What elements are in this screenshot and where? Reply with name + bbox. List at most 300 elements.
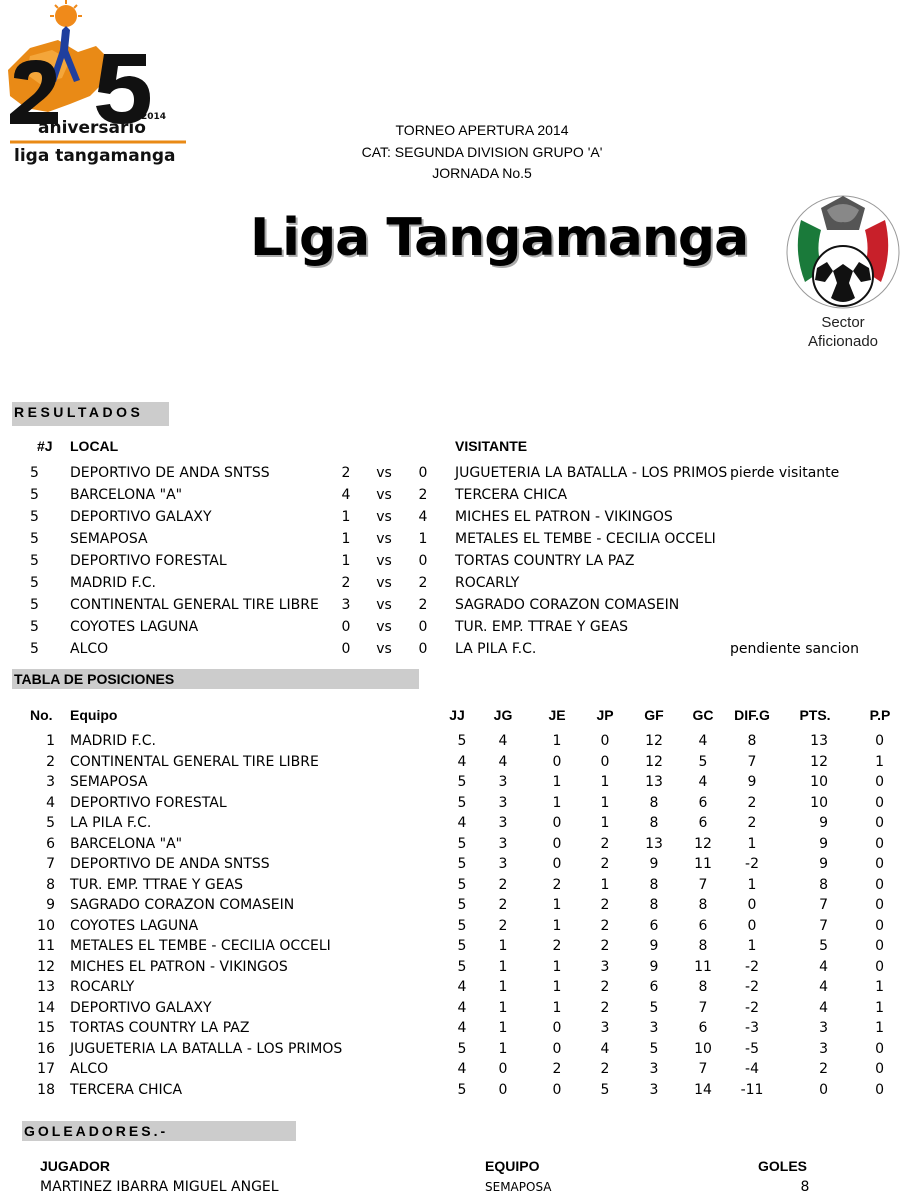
result-visitor-team: TORTAS COUNTRY LA PAZ bbox=[455, 553, 635, 569]
standings-row bbox=[0, 1020, 904, 1040]
standing-gf: 6 bbox=[649, 917, 659, 934]
standings-row bbox=[0, 774, 904, 794]
result-jornada: 5 bbox=[30, 487, 39, 503]
league-title: Liga Tangamanga bbox=[250, 208, 749, 268]
col-pts: PTS. bbox=[799, 707, 831, 723]
standing-jj: 5 bbox=[457, 938, 467, 954]
result-vs: vs bbox=[376, 597, 392, 613]
standing-no: 4 bbox=[46, 794, 55, 811]
standing-gf: 9 bbox=[649, 958, 659, 975]
standing-gc: 7 bbox=[698, 999, 708, 1016]
standing-pp: 0 bbox=[875, 774, 884, 790]
standings-row bbox=[0, 754, 904, 774]
standing-je: 1 bbox=[552, 897, 562, 913]
resultados-section-header: RESULTADOS bbox=[12, 402, 169, 426]
result-row bbox=[0, 641, 904, 663]
result-local-goals: 1 bbox=[341, 531, 351, 547]
standing-no: 18 bbox=[37, 1081, 55, 1098]
col-dif: DIF.G bbox=[734, 707, 770, 723]
standing-je: 2 bbox=[552, 1061, 562, 1077]
category-title: CAT: SEGUNDA DIVISION GRUPO 'A' bbox=[361, 144, 603, 160]
standing-gf: 12 bbox=[645, 733, 663, 749]
standing-jp: 2 bbox=[600, 1061, 610, 1077]
standing-gf: 13 bbox=[645, 835, 663, 852]
result-local-team: CONTINENTAL GENERAL TIRE LIBRE bbox=[70, 597, 319, 613]
result-local-goals: 4 bbox=[341, 487, 351, 503]
col-jugador: JUGADOR bbox=[40, 1158, 111, 1174]
standing-je: 2 bbox=[552, 938, 562, 954]
standing-dif: 0 bbox=[747, 897, 757, 913]
result-row bbox=[0, 509, 904, 531]
standing-je: 2 bbox=[552, 876, 562, 893]
federation-crest bbox=[783, 190, 903, 355]
standing-no: 5 bbox=[46, 815, 55, 831]
standing-gc: 10 bbox=[694, 1040, 712, 1057]
result-row bbox=[0, 619, 904, 641]
standing-gc: 12 bbox=[694, 835, 712, 852]
standings-row bbox=[0, 733, 904, 753]
standing-je: 0 bbox=[552, 1081, 562, 1098]
standing-gc: 5 bbox=[698, 753, 708, 770]
standing-jp: 1 bbox=[600, 876, 610, 893]
scorer-goals: 8 bbox=[800, 1179, 810, 1195]
standing-je: 1 bbox=[552, 733, 562, 749]
standing-pp: 0 bbox=[875, 1040, 884, 1057]
result-local-team: MADRID F.C. bbox=[70, 575, 157, 591]
result-visitor-team: LA PILA F.C. bbox=[455, 641, 537, 657]
standing-gf: 8 bbox=[649, 794, 659, 811]
standing-no: 2 bbox=[46, 753, 55, 770]
standing-pts: 9 bbox=[819, 815, 828, 831]
standing-gc: 6 bbox=[698, 794, 708, 811]
standing-team: DEPORTIVO DE ANDA SNTSS bbox=[70, 856, 270, 872]
standing-no: 1 bbox=[46, 733, 55, 749]
standings-row bbox=[0, 1041, 904, 1061]
standing-jj: 5 bbox=[457, 876, 467, 893]
result-local-goals: 0 bbox=[341, 619, 351, 635]
standing-jg: 1 bbox=[498, 999, 508, 1016]
result-local-team: DEPORTIVO DE ANDA SNTSS bbox=[70, 465, 270, 481]
standing-pts: 10 bbox=[810, 794, 828, 811]
standing-jg: 2 bbox=[498, 897, 508, 913]
standing-gc: 7 bbox=[698, 1061, 708, 1077]
standing-je: 1 bbox=[552, 774, 562, 790]
standing-pp: 0 bbox=[875, 835, 884, 852]
col-jg: JG bbox=[493, 707, 513, 723]
standing-gc: 6 bbox=[698, 1020, 708, 1036]
standing-team: TORTAS COUNTRY LA PAZ bbox=[70, 1020, 250, 1036]
crest-label-sector: Sector bbox=[821, 314, 865, 331]
standing-pp: 1 bbox=[875, 1020, 884, 1036]
col-local: LOCAL bbox=[70, 438, 119, 454]
result-row bbox=[0, 487, 904, 509]
result-visitor-team: METALES EL TEMBE - CECILIA OCCELI bbox=[455, 531, 716, 547]
standing-jj: 5 bbox=[457, 917, 467, 934]
standing-gf: 9 bbox=[649, 856, 659, 872]
standing-dif: -11 bbox=[740, 1081, 764, 1098]
standing-jj: 4 bbox=[457, 1020, 467, 1036]
scorer-team: SEMAPOSA bbox=[485, 1180, 552, 1194]
result-local-team: DEPORTIVO FORESTAL bbox=[70, 553, 227, 569]
standing-jp: 1 bbox=[600, 774, 610, 790]
col-equipo: Equipo bbox=[70, 707, 118, 723]
result-note: pendiente sancion bbox=[730, 641, 859, 657]
result-jornada: 5 bbox=[30, 531, 39, 547]
standing-gf: 5 bbox=[649, 999, 659, 1016]
standing-jj: 5 bbox=[457, 733, 467, 749]
standing-team: COYOTES LAGUNA bbox=[70, 917, 199, 934]
standing-no: 6 bbox=[46, 835, 55, 852]
result-note: pierde visitante bbox=[730, 465, 840, 481]
standing-pp: 0 bbox=[875, 1081, 884, 1098]
standing-pts: 9 bbox=[819, 856, 828, 872]
standing-jg: 0 bbox=[498, 1061, 508, 1077]
col-no: No. bbox=[30, 707, 53, 723]
result-vs: vs bbox=[376, 509, 392, 525]
col-pp: P.P bbox=[869, 707, 891, 723]
result-jornada: 5 bbox=[30, 597, 39, 613]
standing-pp: 0 bbox=[875, 938, 884, 954]
standing-jj: 5 bbox=[457, 1040, 467, 1057]
result-local-goals: 3 bbox=[341, 597, 351, 613]
standing-jp: 2 bbox=[600, 897, 610, 913]
standing-pts: 12 bbox=[810, 753, 828, 770]
standing-dif: -3 bbox=[745, 1020, 759, 1036]
standing-dif: -2 bbox=[745, 979, 759, 995]
result-local-team: DEPORTIVO GALAXY bbox=[70, 509, 212, 525]
result-local-goals: 1 bbox=[341, 509, 351, 525]
standing-team: METALES EL TEMBE - CECILIA OCCELI bbox=[70, 938, 331, 954]
standing-dif: 2 bbox=[747, 794, 757, 811]
result-vs: vs bbox=[376, 487, 392, 503]
logo-aniversario-text: aniversario bbox=[38, 118, 146, 138]
standings-row bbox=[0, 1000, 904, 1020]
standing-gf: 12 bbox=[645, 753, 663, 770]
standing-pp: 0 bbox=[875, 897, 884, 913]
standing-jg: 1 bbox=[498, 938, 508, 954]
result-row bbox=[0, 465, 904, 487]
standing-je: 1 bbox=[552, 958, 562, 975]
col-gc: GC bbox=[692, 707, 714, 723]
result-row bbox=[0, 531, 904, 553]
col-jornada: #J bbox=[37, 438, 53, 454]
result-row bbox=[0, 575, 904, 597]
result-jornada: 5 bbox=[30, 465, 39, 481]
standing-jj: 5 bbox=[457, 856, 467, 872]
logo-liga-text: liga tangamanga bbox=[14, 146, 176, 166]
standing-gc: 4 bbox=[698, 774, 708, 790]
standing-team: LA PILA F.C. bbox=[70, 815, 152, 831]
crest-label-aficionado: Aficionado bbox=[807, 333, 879, 350]
standing-gf: 8 bbox=[649, 897, 659, 913]
standing-jg: 0 bbox=[498, 1081, 508, 1098]
standing-gf: 5 bbox=[649, 1040, 659, 1057]
posiciones-section-header: TABLA DE POSICIONES bbox=[12, 669, 419, 689]
standing-dif: 1 bbox=[747, 876, 757, 893]
jornada-title: JORNADA No.5 bbox=[432, 165, 532, 181]
result-visitor-goals: 0 bbox=[418, 619, 428, 635]
standing-pp: 0 bbox=[875, 1061, 884, 1077]
standing-dif: -2 bbox=[745, 999, 759, 1016]
standing-jj: 4 bbox=[457, 1061, 467, 1077]
standing-team: MADRID F.C. bbox=[70, 733, 157, 749]
standing-jp: 2 bbox=[600, 938, 610, 954]
result-visitor-team: JUGUETERIA LA BATALLA - LOS PRIMOS bbox=[455, 465, 728, 481]
standing-gc: 14 bbox=[694, 1081, 712, 1098]
result-local-team: ALCO bbox=[70, 641, 109, 657]
col-goles: GOLES bbox=[758, 1158, 808, 1174]
standing-gc: 11 bbox=[694, 958, 712, 975]
standing-team: SAGRADO CORAZON COMASEIN bbox=[70, 897, 295, 913]
standing-pts: 7 bbox=[819, 897, 828, 913]
standing-team: DEPORTIVO FORESTAL bbox=[70, 794, 227, 811]
standings-row bbox=[0, 856, 904, 876]
standing-jj: 5 bbox=[457, 774, 467, 790]
standing-je: 1 bbox=[552, 794, 562, 811]
result-visitor-goals: 0 bbox=[418, 465, 428, 481]
standing-je: 0 bbox=[552, 1020, 562, 1036]
standings-row bbox=[0, 979, 904, 999]
standing-pts: 3 bbox=[819, 1020, 828, 1036]
result-visitor-team: ROCARLY bbox=[455, 575, 520, 591]
result-local-goals: 0 bbox=[341, 641, 351, 657]
result-jornada: 5 bbox=[30, 553, 39, 569]
standing-jp: 1 bbox=[600, 794, 610, 811]
standing-jg: 1 bbox=[498, 1020, 508, 1036]
standing-pp: 0 bbox=[875, 733, 884, 749]
scorer-name: MARTINEZ IBARRA MIGUEL ANGEL bbox=[40, 1179, 279, 1195]
standing-jj: 4 bbox=[457, 999, 467, 1016]
standing-no: 12 bbox=[37, 958, 55, 975]
standing-pp: 0 bbox=[875, 794, 884, 811]
standing-gf: 3 bbox=[649, 1081, 659, 1098]
result-visitor-goals: 2 bbox=[418, 597, 428, 613]
standings-row bbox=[0, 815, 904, 835]
result-vs: vs bbox=[376, 619, 392, 635]
col-jj: JJ bbox=[449, 707, 465, 723]
standing-pts: 0 bbox=[819, 1081, 828, 1098]
standing-jp: 2 bbox=[600, 835, 610, 852]
standing-jj: 5 bbox=[457, 958, 467, 975]
standings-row bbox=[0, 938, 904, 958]
standing-jg: 3 bbox=[498, 774, 508, 790]
standing-no: 17 bbox=[37, 1061, 55, 1077]
standing-dif: 1 bbox=[747, 835, 757, 852]
standing-jp: 2 bbox=[600, 999, 610, 1016]
standing-je: 0 bbox=[552, 815, 562, 831]
standing-pts: 8 bbox=[819, 876, 828, 893]
standing-dif: -4 bbox=[745, 1061, 759, 1077]
result-local-team: BARCELONA "A" bbox=[70, 487, 183, 503]
standing-team: TERCERA CHICA bbox=[70, 1081, 183, 1098]
standing-team: CONTINENTAL GENERAL TIRE LIBRE bbox=[70, 753, 319, 770]
col-equipo-goleador: EQUIPO bbox=[485, 1158, 540, 1174]
standing-no: 14 bbox=[37, 999, 55, 1016]
standing-gf: 13 bbox=[645, 774, 663, 790]
standing-je: 1 bbox=[552, 979, 562, 995]
standing-gf: 3 bbox=[649, 1061, 659, 1077]
standing-jj: 4 bbox=[457, 753, 467, 770]
col-jp: JP bbox=[596, 707, 614, 723]
standing-dif: -2 bbox=[745, 958, 759, 975]
standing-pp: 1 bbox=[875, 979, 884, 995]
standing-no: 16 bbox=[37, 1040, 55, 1057]
logo-year: 2014 bbox=[141, 112, 167, 122]
result-local-team: COYOTES LAGUNA bbox=[70, 619, 199, 635]
standing-no: 3 bbox=[46, 774, 55, 790]
standing-jg: 3 bbox=[498, 815, 508, 831]
standings-row bbox=[0, 795, 904, 815]
standing-gc: 6 bbox=[698, 917, 708, 934]
result-row bbox=[0, 553, 904, 575]
standing-pts: 9 bbox=[819, 835, 828, 852]
result-vs: vs bbox=[376, 641, 392, 657]
standings-row bbox=[0, 1061, 904, 1081]
standing-je: 1 bbox=[552, 999, 562, 1016]
standing-jp: 5 bbox=[600, 1081, 610, 1098]
standing-dif: 9 bbox=[747, 774, 757, 790]
result-visitor-team: TERCERA CHICA bbox=[455, 487, 568, 503]
standing-gf: 3 bbox=[649, 1020, 659, 1036]
standing-team: TUR. EMP. TTRAE Y GEAS bbox=[70, 876, 244, 893]
standing-je: 0 bbox=[552, 753, 562, 770]
result-jornada: 5 bbox=[30, 641, 39, 657]
standing-gf: 8 bbox=[649, 815, 659, 831]
standing-pts: 7 bbox=[819, 917, 828, 934]
standing-jg: 4 bbox=[498, 733, 508, 749]
standing-jj: 5 bbox=[457, 1081, 467, 1098]
standing-no: 11 bbox=[37, 938, 55, 954]
standing-no: 10 bbox=[37, 917, 55, 934]
result-local-goals: 1 bbox=[341, 553, 351, 569]
result-jornada: 5 bbox=[30, 509, 39, 525]
standing-jg: 3 bbox=[498, 835, 508, 852]
standing-jp: 0 bbox=[600, 733, 610, 749]
standing-jg: 1 bbox=[498, 979, 508, 995]
goleadores-section-header: GOLEADORES.- bbox=[22, 1121, 296, 1141]
standing-team: ALCO bbox=[70, 1061, 109, 1077]
standing-pp: 0 bbox=[875, 876, 884, 893]
result-visitor-goals: 1 bbox=[418, 531, 428, 547]
standing-no: 13 bbox=[37, 979, 55, 995]
scorer-row bbox=[0, 1179, 904, 1199]
result-visitor-team: SAGRADO CORAZON COMASEIN bbox=[455, 597, 680, 613]
standing-team: SEMAPOSA bbox=[70, 774, 148, 790]
standing-dif: 7 bbox=[747, 753, 757, 770]
standing-pts: 5 bbox=[819, 938, 828, 954]
standings-row bbox=[0, 877, 904, 897]
standing-pts: 4 bbox=[819, 979, 828, 995]
standing-je: 0 bbox=[552, 856, 562, 872]
col-gf: GF bbox=[644, 707, 664, 723]
standing-jg: 4 bbox=[498, 753, 508, 770]
standing-jj: 5 bbox=[457, 897, 467, 913]
standing-gc: 4 bbox=[698, 733, 708, 749]
standings-row bbox=[0, 1082, 904, 1102]
result-jornada: 5 bbox=[30, 575, 39, 591]
standing-dif: -2 bbox=[745, 856, 759, 872]
standing-gc: 8 bbox=[698, 938, 708, 954]
standing-pp: 1 bbox=[875, 999, 884, 1016]
standing-pts: 10 bbox=[810, 774, 828, 790]
standing-jp: 0 bbox=[600, 753, 610, 770]
standing-jj: 5 bbox=[457, 794, 467, 811]
standings-row bbox=[0, 918, 904, 938]
federation-shield-icon bbox=[783, 190, 903, 315]
standings-row bbox=[0, 836, 904, 856]
standing-jp: 2 bbox=[600, 917, 610, 934]
standing-gc: 7 bbox=[698, 876, 708, 893]
standing-dif: 8 bbox=[747, 733, 757, 749]
standing-dif: 2 bbox=[747, 815, 757, 831]
standing-no: 7 bbox=[46, 856, 55, 872]
result-visitor-team: TUR. EMP. TTRAE Y GEAS bbox=[455, 619, 629, 635]
standings-row bbox=[0, 959, 904, 979]
standing-jp: 4 bbox=[600, 1040, 610, 1057]
standing-pp: 0 bbox=[875, 958, 884, 975]
standing-jp: 2 bbox=[600, 979, 610, 995]
standing-jj: 5 bbox=[457, 835, 467, 852]
standing-no: 15 bbox=[37, 1020, 55, 1036]
standing-jg: 1 bbox=[498, 958, 508, 975]
result-vs: vs bbox=[376, 465, 392, 481]
result-local-goals: 2 bbox=[341, 465, 351, 481]
standing-jj: 4 bbox=[457, 979, 467, 995]
col-je: JE bbox=[548, 707, 566, 723]
result-jornada: 5 bbox=[30, 619, 39, 635]
standing-jp: 3 bbox=[600, 1020, 610, 1036]
result-local-goals: 2 bbox=[341, 575, 351, 591]
result-visitor-goals: 2 bbox=[418, 575, 428, 591]
standing-team: ROCARLY bbox=[70, 979, 135, 995]
standing-no: 9 bbox=[46, 897, 55, 913]
result-vs: vs bbox=[376, 553, 392, 569]
standing-jp: 3 bbox=[600, 958, 610, 975]
standing-pp: 0 bbox=[875, 917, 884, 934]
result-vs: vs bbox=[376, 575, 392, 591]
standing-pts: 2 bbox=[819, 1061, 828, 1077]
standing-dif: 0 bbox=[747, 917, 757, 934]
standing-gc: 11 bbox=[694, 856, 712, 872]
standing-je: 1 bbox=[552, 917, 562, 934]
result-visitor-goals: 0 bbox=[418, 641, 428, 657]
standing-jg: 1 bbox=[498, 1040, 508, 1057]
standing-team: MICHES EL PATRON - VIKINGOS bbox=[70, 958, 288, 975]
standing-team: BARCELONA "A" bbox=[70, 835, 183, 852]
standing-gf: 8 bbox=[649, 876, 659, 893]
result-visitor-goals: 0 bbox=[418, 553, 428, 569]
standing-gf: 6 bbox=[649, 979, 659, 995]
standing-pts: 3 bbox=[819, 1040, 828, 1057]
standing-pts: 4 bbox=[819, 958, 828, 975]
result-vs: vs bbox=[376, 531, 392, 547]
result-row bbox=[0, 597, 904, 619]
standing-team: DEPORTIVO GALAXY bbox=[70, 999, 212, 1016]
standing-pts: 13 bbox=[810, 733, 828, 749]
result-local-team: SEMAPOSA bbox=[70, 531, 148, 547]
standing-gc: 6 bbox=[698, 815, 708, 831]
standing-je: 0 bbox=[552, 1040, 562, 1057]
result-visitor-goals: 4 bbox=[418, 509, 428, 525]
standing-gf: 9 bbox=[649, 938, 659, 954]
col-visitante: VISITANTE bbox=[455, 438, 528, 454]
standing-jg: 3 bbox=[498, 794, 508, 811]
result-visitor-team: MICHES EL PATRON - VIKINGOS bbox=[455, 509, 673, 525]
standing-pp: 0 bbox=[875, 856, 884, 872]
standing-jp: 2 bbox=[600, 856, 610, 872]
standing-pts: 4 bbox=[819, 999, 828, 1016]
standing-jg: 3 bbox=[498, 856, 508, 872]
